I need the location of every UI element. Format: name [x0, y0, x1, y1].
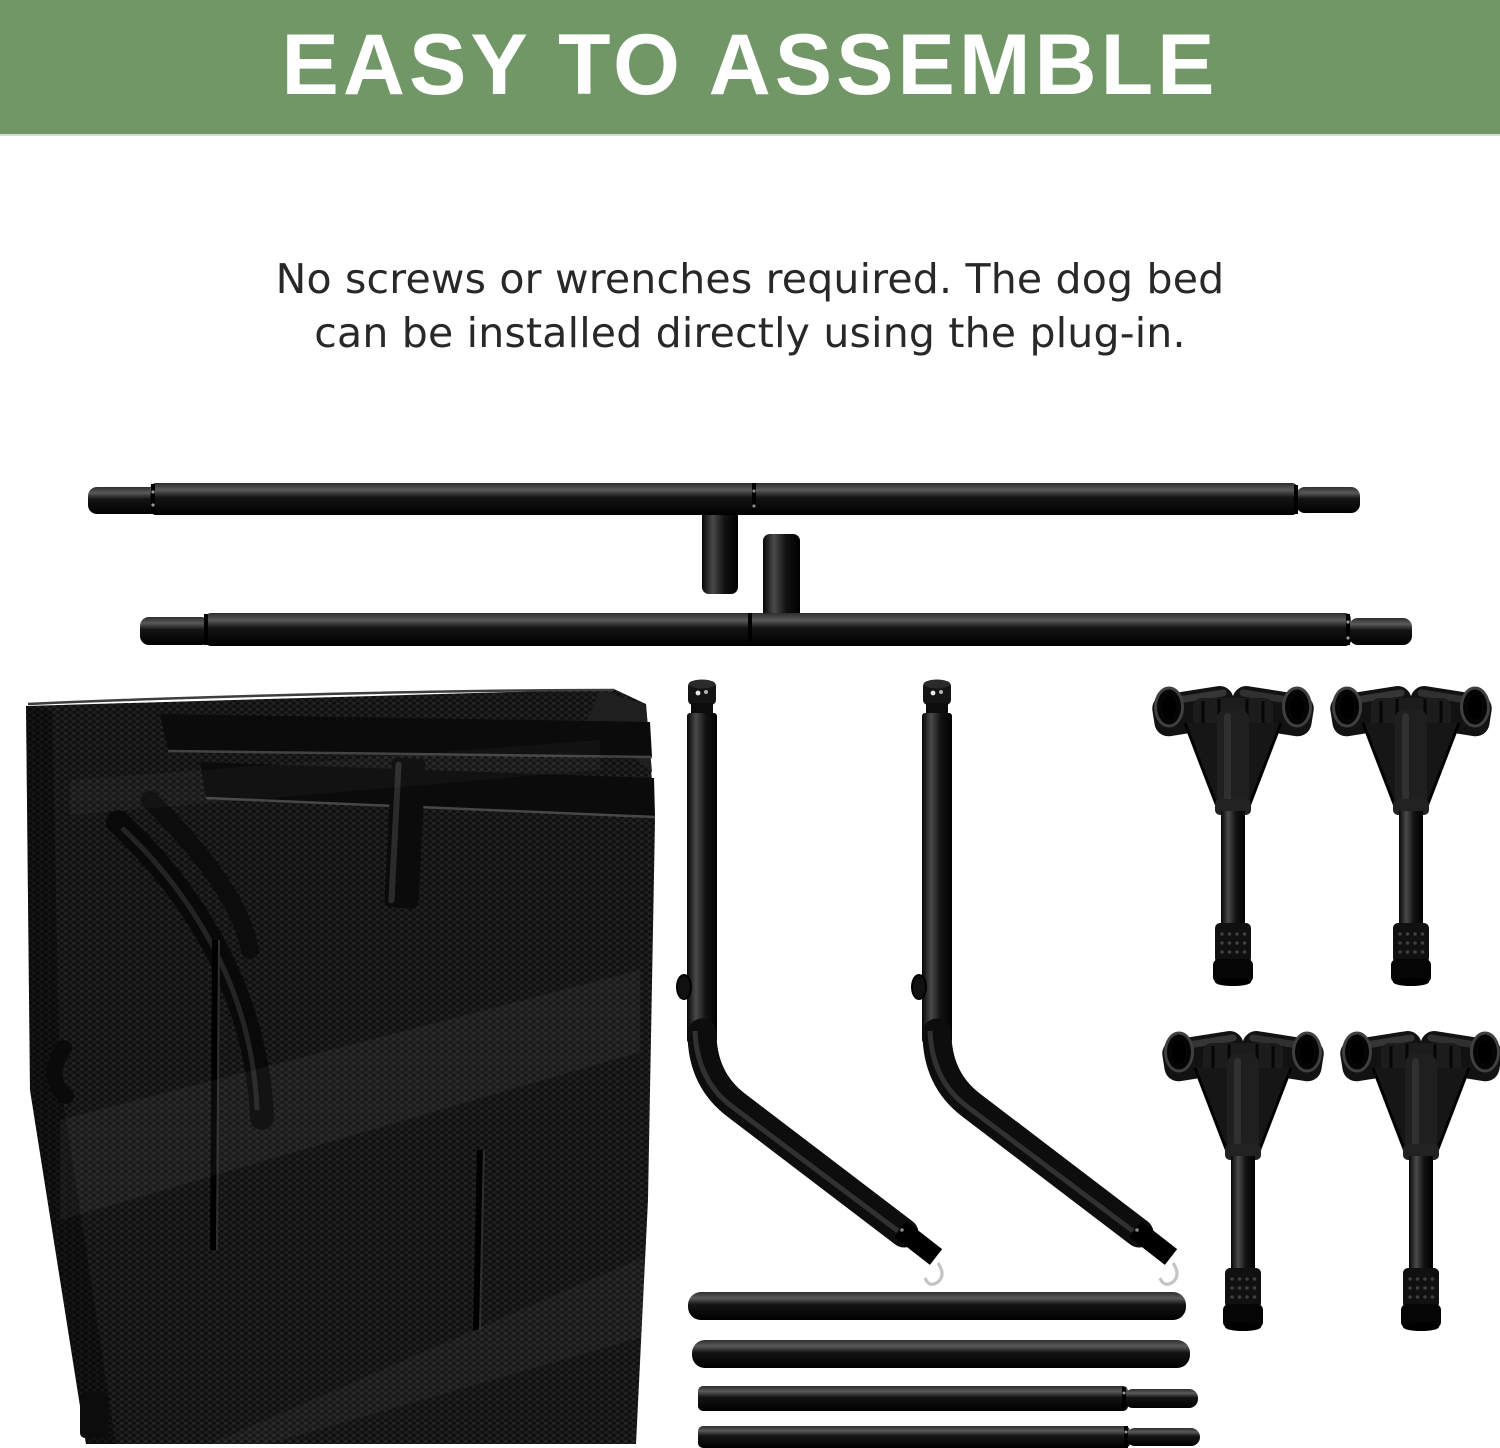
corner-leg-bottom-left [1160, 1029, 1326, 1331]
corner-leg-top-left [1150, 684, 1316, 986]
short-tube-2 [692, 1340, 1190, 1368]
bent-support-leg-right [912, 680, 1177, 1285]
short-tube-1 [688, 1292, 1186, 1320]
bent-support-leg-left [677, 680, 942, 1285]
short-tube-3 [698, 1386, 1198, 1411]
frame-pole-bottom [140, 534, 1412, 646]
corner-leg-bottom-right [1338, 1029, 1500, 1331]
short-tube-4 [698, 1426, 1200, 1448]
fabric-bed-cover [26, 689, 655, 1444]
description-line-2: can be installed directly using the plug-in. [314, 309, 1186, 357]
corner-leg-top-right [1328, 684, 1494, 986]
banner-title: EASY TO ASSEMBLE [281, 16, 1219, 113]
frame-pole-top [88, 483, 1360, 594]
description-line-1: No screws or wrenches required. The dog bed [275, 255, 1225, 303]
